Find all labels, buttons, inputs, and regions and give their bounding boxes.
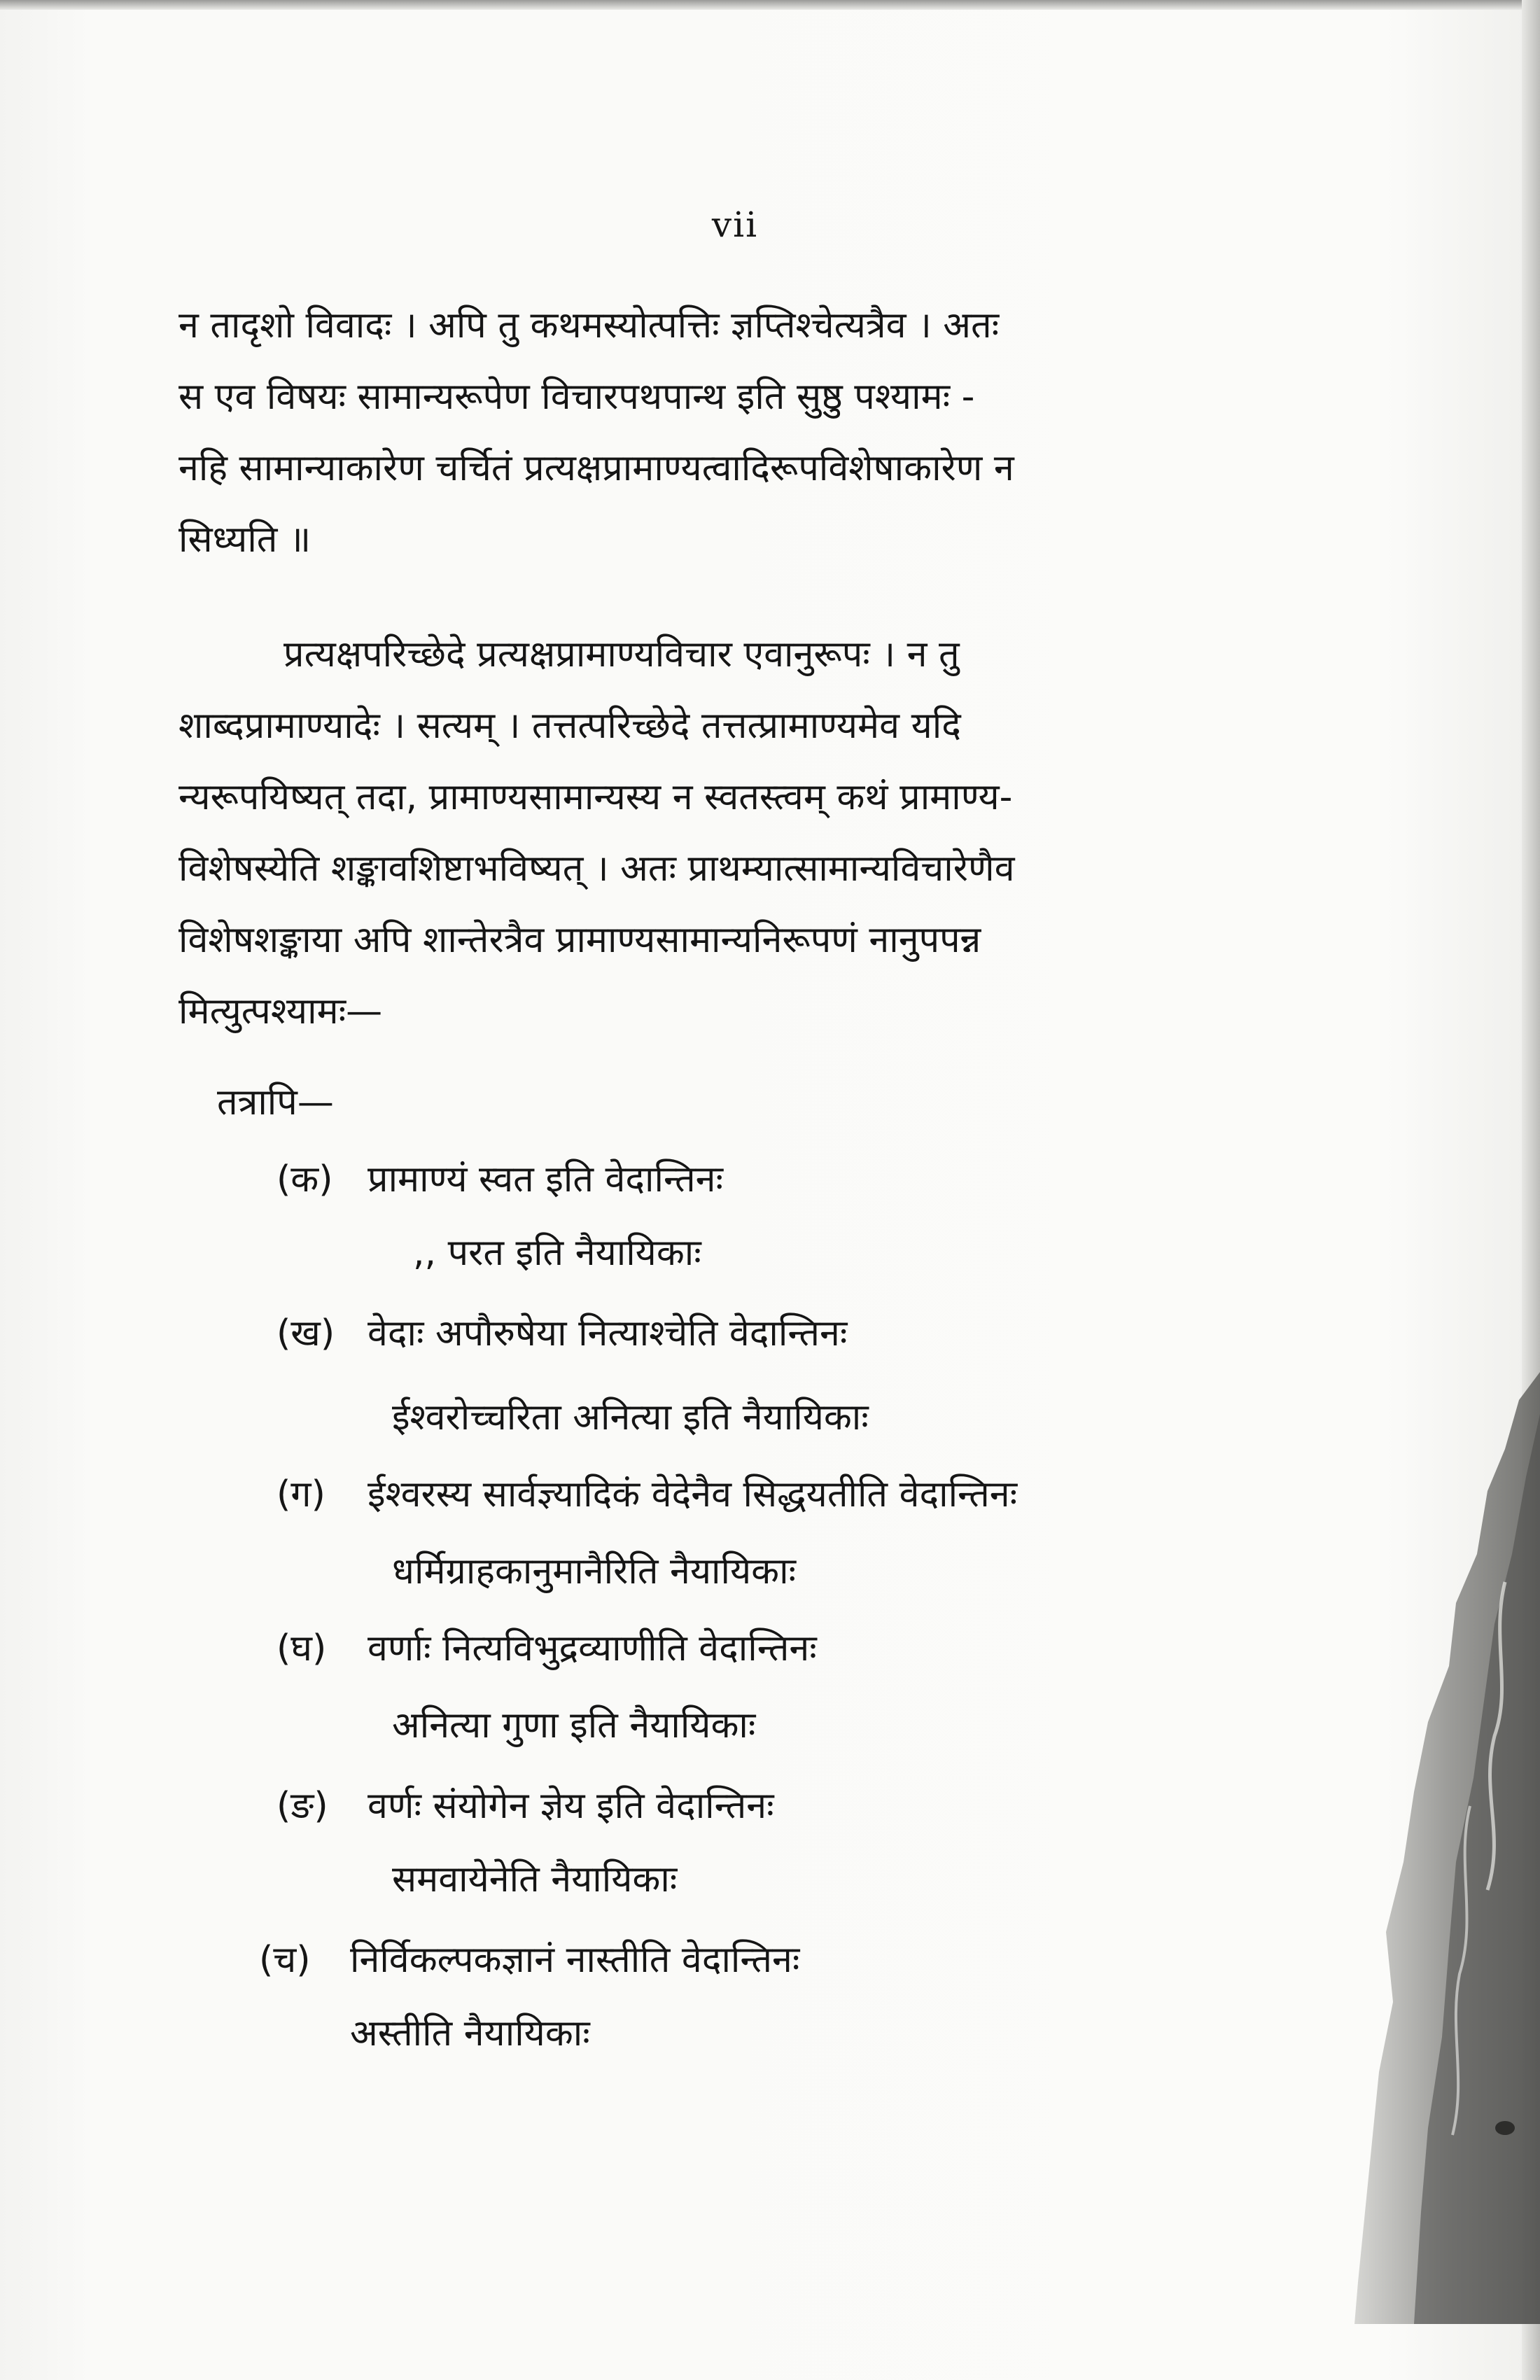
- list-lead: तत्रापि—: [217, 1082, 334, 1124]
- paragraph-1-line-1: न तादृशो विवादः । अपि तु कथमस्योत्पत्तिः ज्ञप्तिश्चेत्यत्रैव । अतः: [178, 304, 1000, 346]
- item-kha-nyaya: ईश्वरोच्चरिता अनित्या इति नैयायिकाः: [392, 1396, 869, 1438]
- page-top-edge: [0, 0, 1540, 10]
- torn-page-edge: [1344, 1372, 1540, 2324]
- item-marker-ga: (ग): [276, 1474, 326, 1516]
- item-marker-nga: (ङ): [276, 1785, 328, 1827]
- paragraph-2-line-3: न्यरूपयिष्यत् तदा, प्रामाण्यसामान्यस्य न स्वतस्त्वम् कथं प्रामाण्य-: [178, 776, 1013, 818]
- item-ca-nyaya: अस्तीति नैयायिकाः: [350, 2012, 590, 2054]
- item-marker-ka: (क): [276, 1158, 333, 1200]
- item-ga-nyaya: धर्मिग्राहकानुमानैरिति नैयायिकाः: [392, 1550, 797, 1592]
- item-gha-nyaya: अनित्या गुणा इति नैयायिकाः: [392, 1704, 756, 1746]
- paragraph-1-line-4: सिध्यति ॥: [178, 519, 312, 561]
- item-kha-vedanta: वेदाः अपौरुषेया नित्याश्चेति वेदान्तिनः: [368, 1312, 848, 1354]
- item-ka-vedanta: प्रामाण्यं स्वत इति वेदान्तिनः: [368, 1158, 723, 1200]
- paragraph-2-line-6: मित्युत्पश्यामः—: [178, 990, 383, 1032]
- paragraph-2-line-2: शाब्दप्रामाण्यादेः । सत्यम् । तत्तत्परिच्छेदे तत्तत्प्रामाण्यमेव यदि: [178, 705, 961, 747]
- item-marker-gha: (घ): [276, 1628, 327, 1670]
- paragraph-2-line-4: विशेषस्येति शङ्कावशिष्टाभविष्यत् । अतः प्राथम्यात्सामान्यविचारेणैव: [178, 848, 1015, 890]
- paragraph-1-line-2: स एव विषयः सामान्यरूपेण विचारपथपान्थ इति सुष्ठु पश्यामः -: [178, 376, 975, 418]
- item-marker-ca: (च): [259, 1939, 311, 1981]
- item-ka-nyaya: ,, परत इति नैयायिकाः: [413, 1232, 701, 1274]
- paragraph-1-line-3: नहि सामान्याकारेण चर्चितं प्रत्यक्षप्रामाण्यत्वादिरूपविशेषाकारेण न: [178, 447, 1014, 489]
- item-nga-nyaya: समवायेनेति नैयायिकाः: [392, 1858, 678, 1900]
- item-gha-vedanta: वर्णाः नित्यविभुद्रव्याणीति वेदान्तिनः: [368, 1628, 817, 1670]
- paragraph-2-line-5: विशेषशङ्काया अपि शान्तेरत्रैव प्रामाण्यसामान्यनिरूपणं नानुपपन्न: [178, 919, 981, 961]
- page-number: vii: [711, 204, 759, 245]
- paragraph-2-line-1: प्रत्यक्षपरिच्छेदे प्रत्यक्षप्रामाण्यविचार एवानुरूपः । न तु: [284, 634, 960, 676]
- item-nga-vedanta: वर्णः संयोगेन ज्ञेय इति वेदान्तिनः: [368, 1785, 774, 1827]
- item-ga-vedanta: ईश्वरस्य सार्वज्ञ्यादिकं वेदेनैव सिद्धयतीति वेदान्तिनः: [368, 1474, 1018, 1516]
- item-ca-vedanta: निर्विकल्पकज्ञानं नास्तीति वेदान्तिनः: [350, 1939, 800, 1981]
- item-marker-kha: (ख): [276, 1312, 335, 1354]
